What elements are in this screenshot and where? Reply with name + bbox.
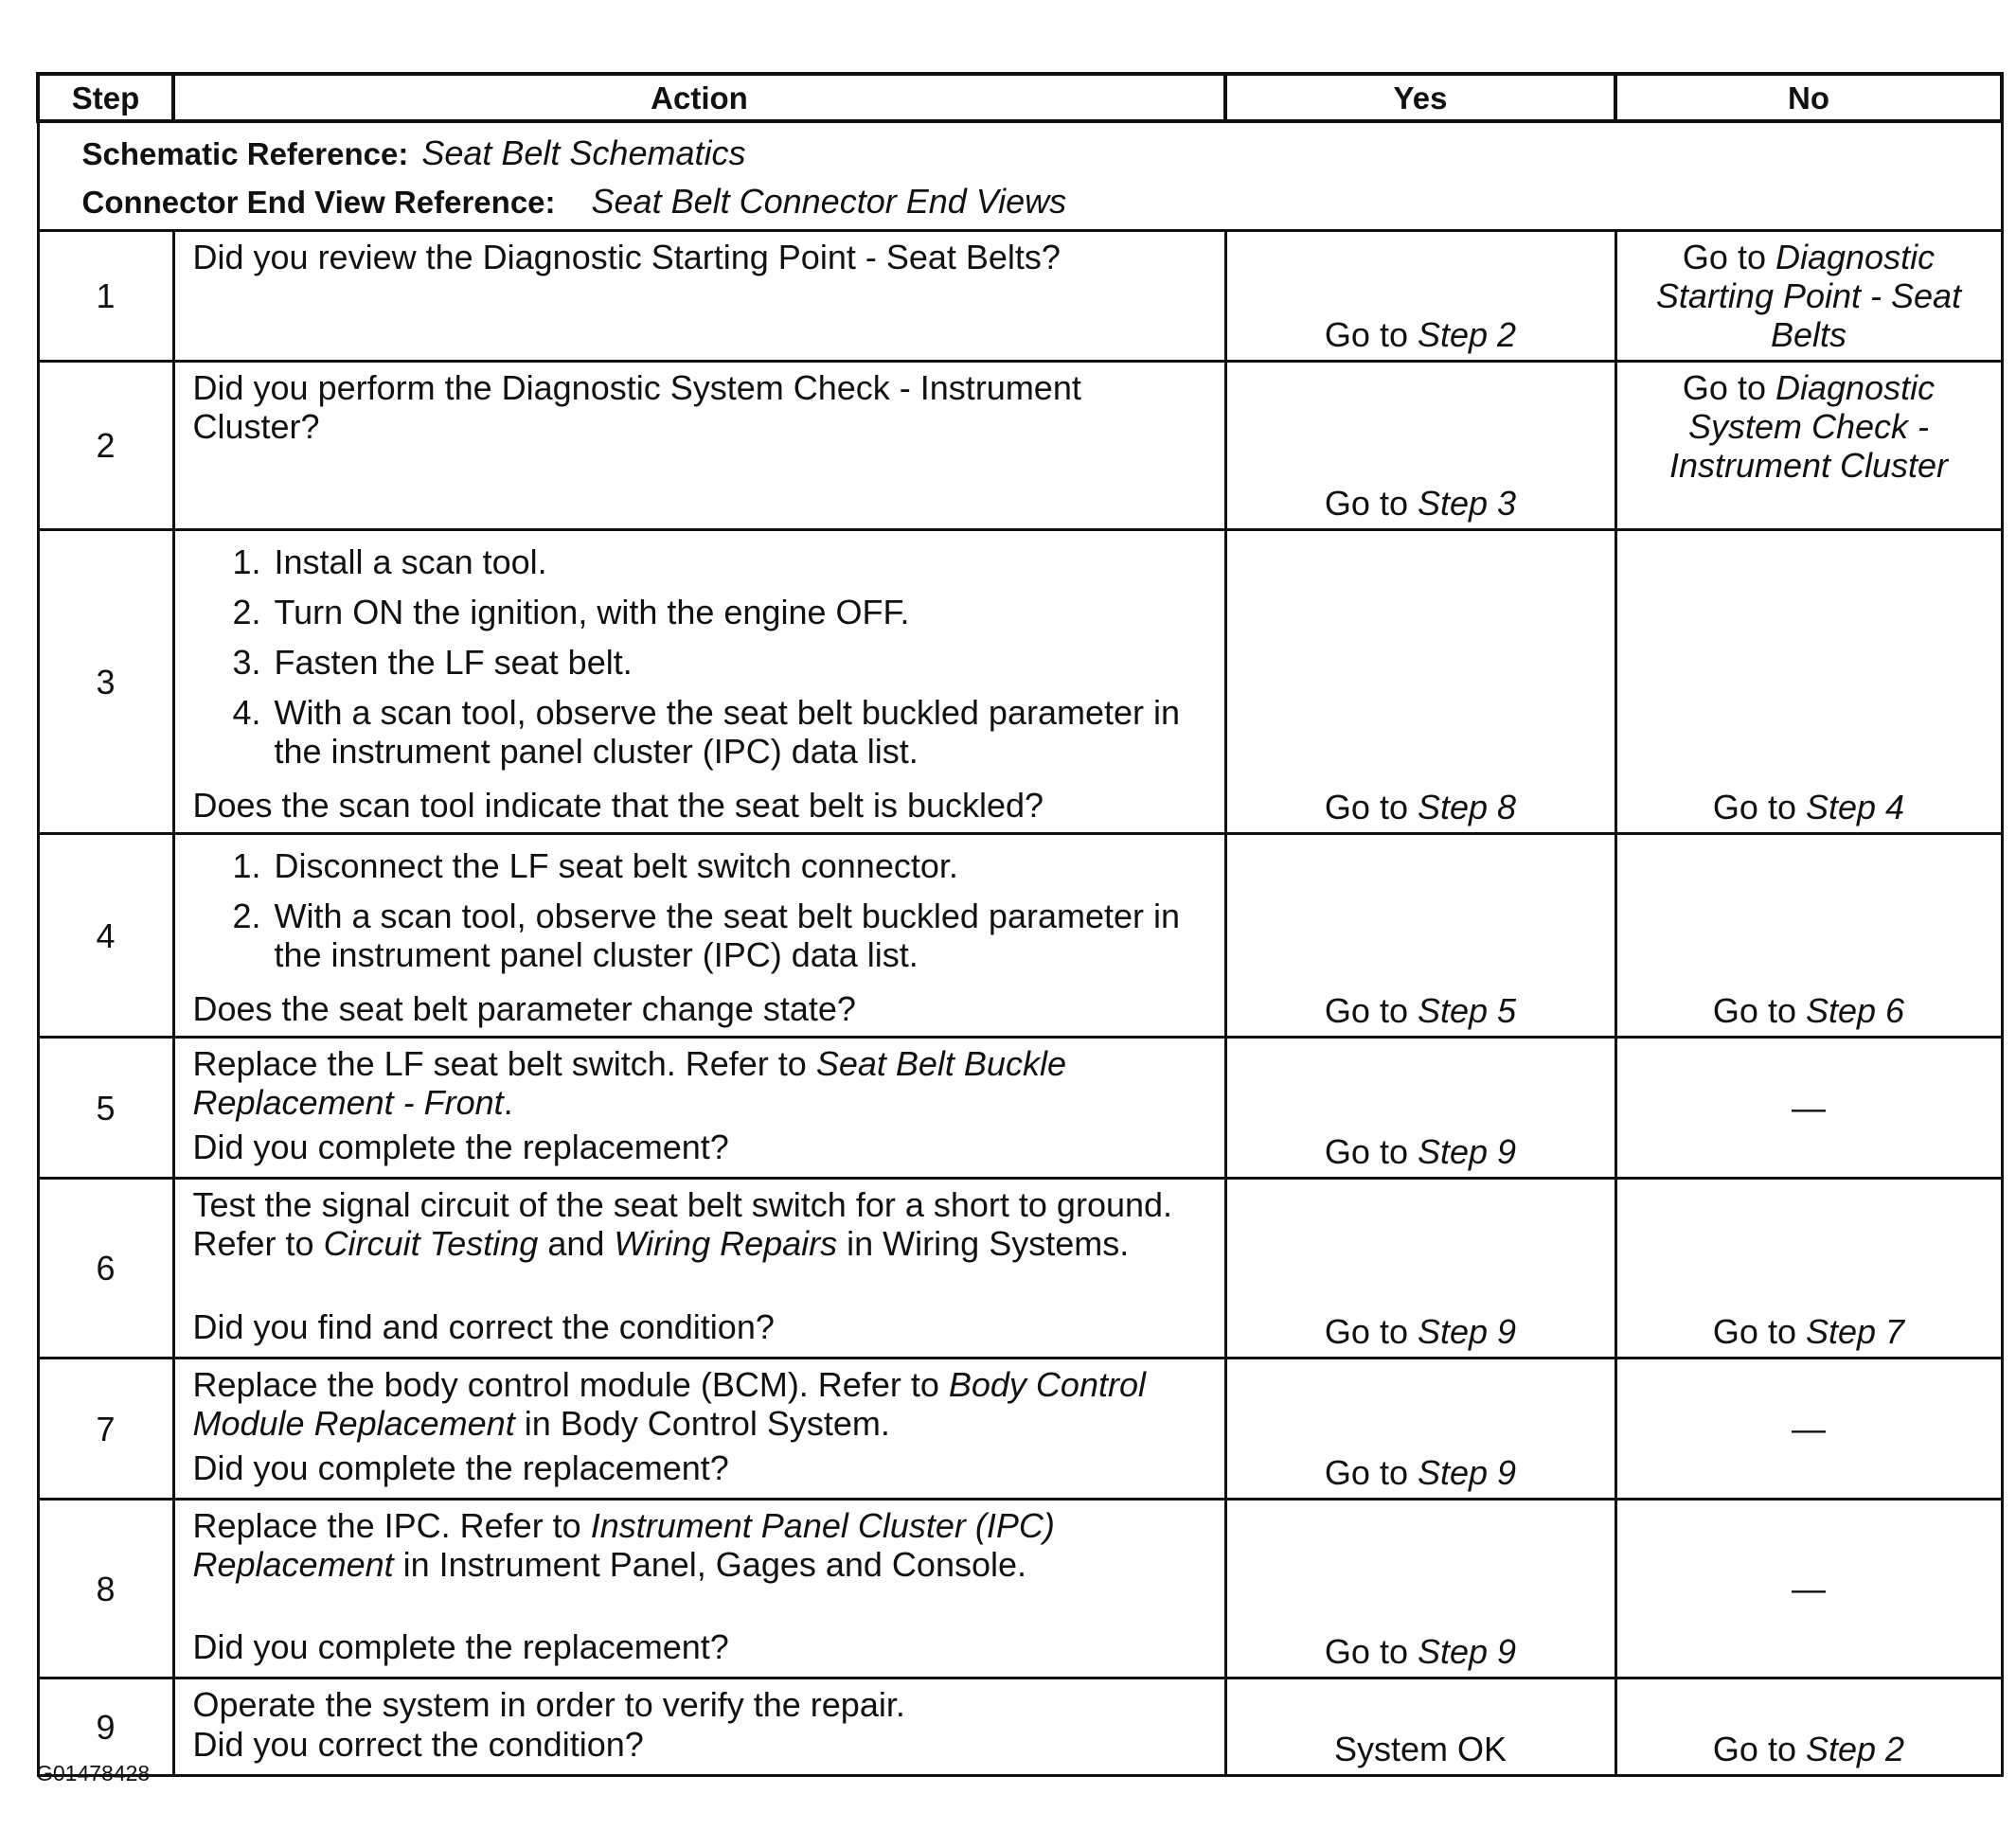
action-content xyxy=(193,238,1205,349)
no-text: Go to xyxy=(1712,1312,1806,1351)
action-text: Replace the body control module (BCM). Refer to xyxy=(192,1365,949,1404)
action-content xyxy=(193,841,1205,1028)
step-number: 1 xyxy=(38,231,173,362)
step-number: 8 xyxy=(38,1500,173,1678)
action-instruction xyxy=(193,1365,1205,1443)
action-text: Replace the IPC. Refer to xyxy=(192,1506,591,1545)
no-text: Go to xyxy=(1712,1730,1806,1768)
header-no: No xyxy=(1615,74,2002,121)
yes-link[interactable]: Step 9 xyxy=(1417,1632,1517,1671)
step-row xyxy=(38,1359,2002,1500)
step-number: 4 xyxy=(38,834,173,1038)
reference-cell xyxy=(38,121,2002,231)
yes-link[interactable]: Step 5 xyxy=(1417,991,1517,1030)
action-cell xyxy=(173,530,1225,834)
no-answer-dash: — xyxy=(1792,1088,1826,1128)
step-row xyxy=(38,834,2002,1038)
action-step-item: 4. With a scan tool, observe the seat belt buckled parameter in the instrument panel cluster (IPC) data list. xyxy=(271,693,1205,771)
no-text: Go to xyxy=(1712,991,1806,1030)
yes-answer xyxy=(1227,1730,1615,1768)
no-link[interactable]: Step 7 xyxy=(1805,1312,1905,1351)
no-cell xyxy=(1615,1038,2002,1179)
figure-id: G01478428 xyxy=(36,1761,151,1785)
action-cell xyxy=(173,1179,1225,1359)
action-text: in Body Control System. xyxy=(514,1404,890,1443)
yes-answer xyxy=(1227,484,1615,523)
no-link[interactable]: Step 2 xyxy=(1805,1730,1905,1768)
action-link[interactable]: Circuit Testing xyxy=(323,1224,539,1263)
schematic-reference-label: Schematic Reference: xyxy=(81,136,409,171)
header-yes: Yes xyxy=(1225,74,1615,121)
action-text: in Wiring Systems. xyxy=(837,1224,1130,1263)
action-question: Does the scan tool indicate that the seat belt is buckled? xyxy=(192,786,1044,825)
yes-answer xyxy=(1227,1632,1615,1671)
no-link[interactable]: Diagnostic System Check - Instrument Cluster xyxy=(1668,368,1949,485)
action-step-item: 2. Turn ON the ignition, with the engine OFF. xyxy=(271,593,1205,631)
no-answer-dash: — xyxy=(1792,1409,1826,1448)
action-cell xyxy=(173,834,1225,1038)
connector-reference-label: Connector End View Reference: xyxy=(81,185,556,220)
action-question: Did you complete the replacement? xyxy=(192,1627,729,1666)
schematic-reference xyxy=(82,129,2001,177)
no-cell xyxy=(1615,362,2002,530)
yes-link[interactable]: Step 9 xyxy=(1417,1312,1517,1351)
action-cell xyxy=(173,1359,1225,1500)
action-instruction xyxy=(193,1685,1205,1724)
action-text: and xyxy=(538,1224,615,1263)
yes-link[interactable]: Step 8 xyxy=(1417,788,1517,826)
action-link[interactable]: Seat Belt Buckle Replacement - Front xyxy=(192,1044,1066,1122)
step-number: 6 xyxy=(38,1179,173,1359)
no-cell xyxy=(1615,834,2002,1038)
yes-text: Go to xyxy=(1324,991,1418,1030)
yes-text: Go to xyxy=(1324,1132,1418,1171)
yes-cell xyxy=(1225,1678,1615,1776)
step-row xyxy=(38,362,2002,530)
action-text: Operate the system in order to verify the repair. xyxy=(192,1685,905,1724)
action-instruction xyxy=(193,1044,1205,1122)
no-link[interactable]: Diagnostic Starting Point - Seat Belts xyxy=(1655,238,1962,354)
step-row xyxy=(38,1179,2002,1359)
connector-reference xyxy=(82,177,2001,225)
yes-cell xyxy=(1225,530,1615,834)
no-cell xyxy=(1615,1500,2002,1678)
action-text: Did you review the Diagnostic Starting Point - Seat Belts? xyxy=(192,238,1061,276)
action-instruction xyxy=(193,1185,1205,1263)
no-answer xyxy=(1617,991,2001,1030)
action-steps-list xyxy=(193,846,1205,986)
action-instruction xyxy=(193,1506,1205,1584)
no-cell xyxy=(1615,1359,2002,1500)
yes-text: Go to xyxy=(1324,1632,1418,1671)
action-question: Does the seat belt parameter change state? xyxy=(192,989,856,1028)
header-action: Action xyxy=(173,74,1225,121)
action-content xyxy=(193,537,1205,825)
action-step-item: 1. Install a scan tool. xyxy=(271,542,1205,581)
yes-cell xyxy=(1225,231,1615,362)
action-instruction xyxy=(193,238,1205,276)
no-cell xyxy=(1615,1179,2002,1359)
reference-row xyxy=(38,121,2002,231)
no-cell xyxy=(1615,231,2002,362)
yes-answer xyxy=(1227,315,1615,354)
no-answer xyxy=(1617,788,2001,826)
step-number: 2 xyxy=(38,362,173,530)
no-link[interactable]: Step 6 xyxy=(1805,991,1905,1030)
yes-cell xyxy=(1225,1179,1615,1359)
step-row xyxy=(38,1038,2002,1179)
header-step: Step xyxy=(38,74,173,121)
no-link[interactable]: Step 4 xyxy=(1805,788,1905,826)
yes-text: Go to xyxy=(1324,315,1418,354)
action-cell xyxy=(173,1038,1225,1179)
action-content xyxy=(193,1185,1205,1346)
action-question: Did you correct the condition? xyxy=(192,1725,644,1764)
no-answer-dash: — xyxy=(1792,1569,1826,1608)
step-row xyxy=(38,1678,2002,1776)
connector-reference-link[interactable]: Seat Belt Connector End Views xyxy=(591,182,1067,221)
action-content xyxy=(193,1365,1205,1487)
action-link[interactable]: Body Control Module Replacement xyxy=(192,1365,1146,1443)
yes-answer xyxy=(1227,1453,1615,1492)
yes-answer xyxy=(1227,788,1615,826)
yes-text: Go to xyxy=(1324,788,1418,826)
yes-answer xyxy=(1227,1132,1615,1171)
no-answer xyxy=(1627,368,1991,485)
header-row xyxy=(38,74,2002,121)
action-cell xyxy=(173,231,1225,362)
step-number: 5 xyxy=(38,1038,173,1179)
yes-text: System OK xyxy=(1333,1730,1508,1768)
action-content xyxy=(193,368,1205,518)
yes-text: Go to xyxy=(1324,484,1418,523)
yes-cell xyxy=(1225,1500,1615,1678)
step-row xyxy=(38,1500,2002,1678)
no-cell xyxy=(1615,1678,2002,1776)
action-link[interactable]: Instrument Panel Cluster (IPC) Replacement xyxy=(192,1506,1055,1584)
action-step-item: 2. With a scan tool, observe the seat belt buckled parameter in the instrument panel cluster (IPC) data list. xyxy=(271,897,1205,974)
yes-cell xyxy=(1225,834,1615,1038)
action-content xyxy=(193,1685,1205,1764)
action-question: Did you complete the replacement? xyxy=(192,1448,729,1487)
action-cell xyxy=(173,362,1225,530)
no-text: Go to xyxy=(1712,788,1806,826)
action-text: Did you perform the Diagnostic System Check - Instrument Cluster? xyxy=(192,368,1081,446)
yes-link[interactable]: Step 3 xyxy=(1417,484,1517,523)
step-row xyxy=(38,231,2002,362)
schematic-reference-link[interactable]: Seat Belt Schematics xyxy=(421,133,746,172)
action-steps-list xyxy=(193,542,1205,782)
no-text: Go to xyxy=(1682,238,1775,276)
step-number: 7 xyxy=(38,1359,173,1500)
action-instruction xyxy=(193,368,1205,446)
yes-cell xyxy=(1225,1359,1615,1500)
diagnostic-table xyxy=(36,72,2004,1777)
yes-text: Go to xyxy=(1324,1312,1418,1351)
action-question: Did you find and correct the condition? xyxy=(192,1307,775,1346)
yes-answer xyxy=(1227,1312,1615,1351)
yes-cell xyxy=(1225,362,1615,530)
step-row xyxy=(38,530,2002,834)
action-text: Replace the LF seat belt switch. Refer to xyxy=(192,1044,816,1083)
action-text: . xyxy=(503,1083,513,1122)
no-cell xyxy=(1615,530,2002,834)
action-cell xyxy=(173,1500,1225,1678)
step-number: 9 xyxy=(38,1678,173,1776)
action-text: Test the signal circuit of the seat belt switch for a short to ground. Refer to xyxy=(192,1185,1173,1263)
no-answer xyxy=(1617,1312,2001,1351)
yes-link[interactable]: Step 9 xyxy=(1417,1132,1517,1171)
yes-text: Go to xyxy=(1324,1453,1418,1492)
no-answer xyxy=(1617,1730,2001,1768)
no-text: Go to xyxy=(1682,368,1775,407)
yes-link[interactable]: Step 9 xyxy=(1417,1453,1517,1492)
yes-answer xyxy=(1227,991,1615,1030)
action-step-item: 3. Fasten the LF seat belt. xyxy=(271,643,1205,682)
action-link[interactable]: Wiring Repairs xyxy=(614,1224,838,1263)
action-content xyxy=(193,1044,1205,1166)
action-text: in Instrument Panel, Gages and Console. xyxy=(393,1545,1027,1584)
action-step-item: 1. Disconnect the LF seat belt switch connector. xyxy=(271,846,1205,885)
action-cell xyxy=(173,1678,1225,1776)
no-answer xyxy=(1627,238,1991,354)
action-question: Did you complete the replacement? xyxy=(192,1128,729,1166)
yes-link[interactable]: Step 2 xyxy=(1417,315,1517,354)
action-content xyxy=(193,1506,1205,1666)
yes-cell xyxy=(1225,1038,1615,1179)
step-number: 3 xyxy=(38,530,173,834)
